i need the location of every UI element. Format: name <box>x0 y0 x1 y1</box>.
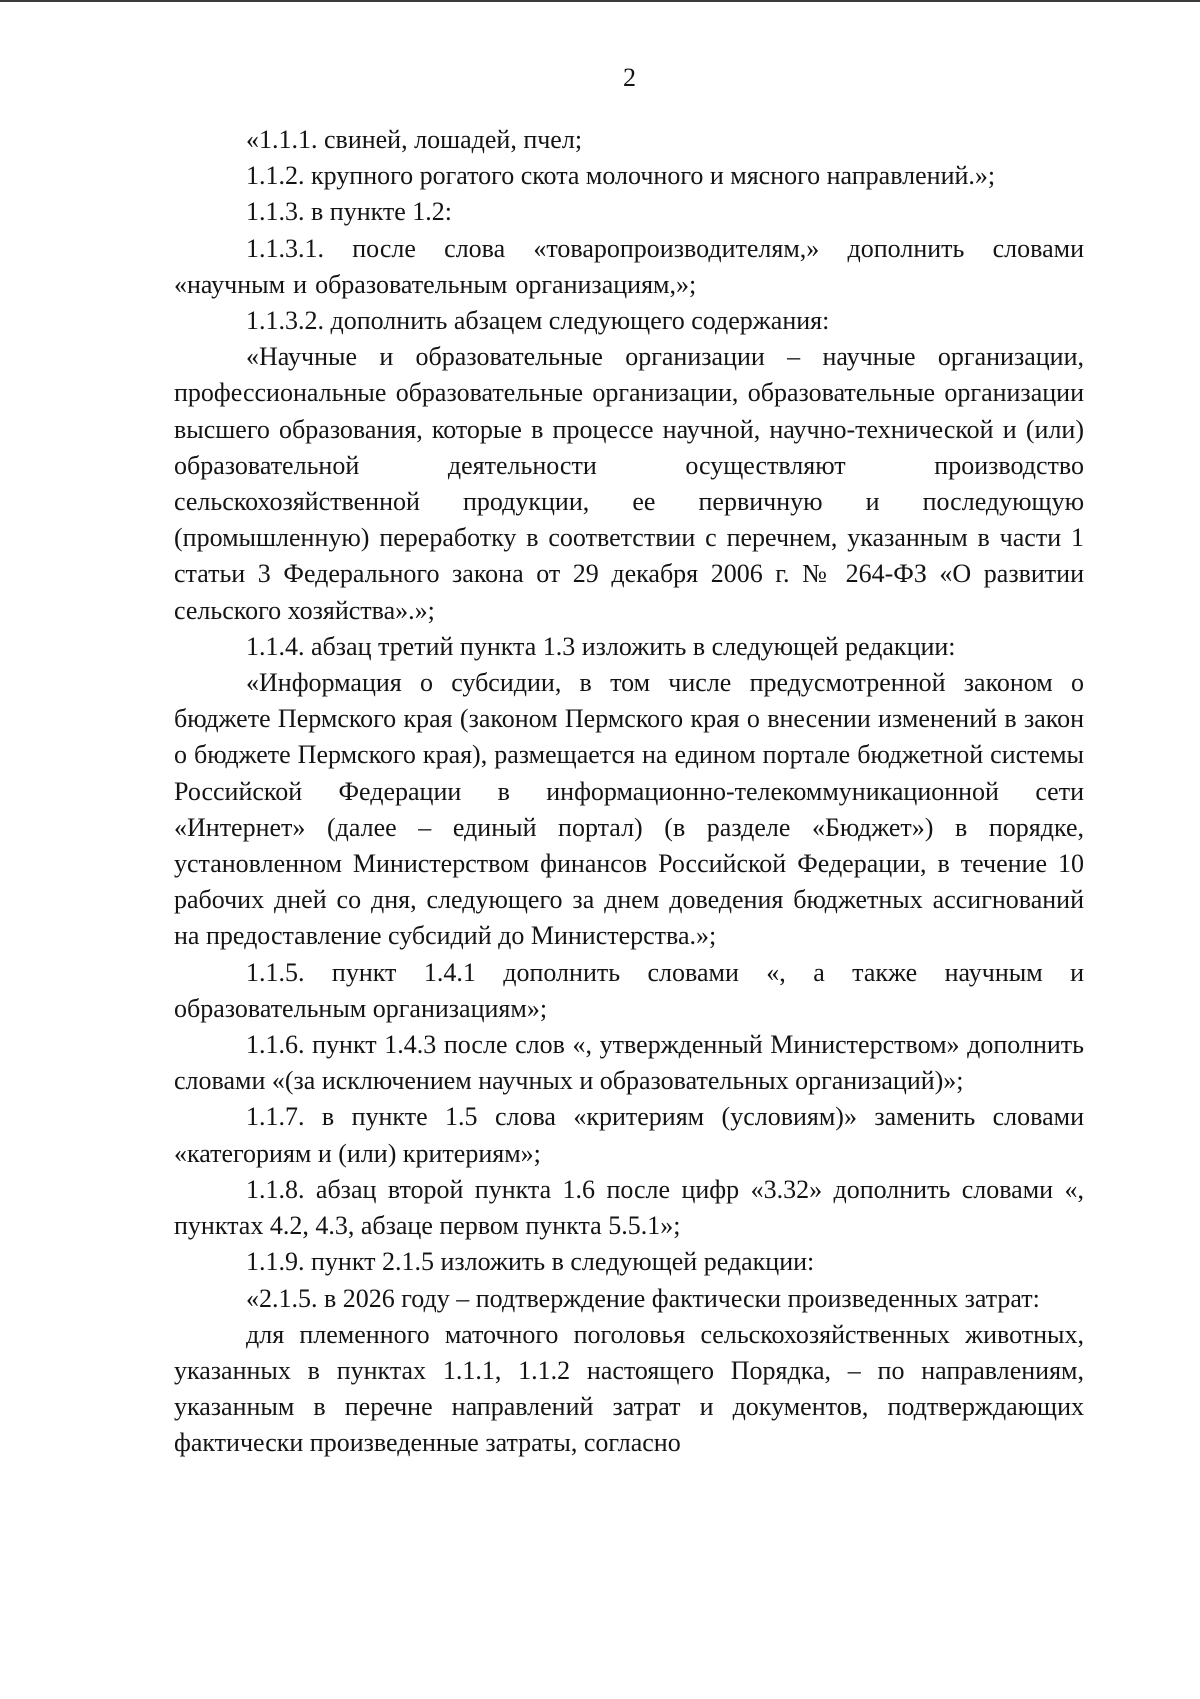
paragraph-subsidy-info: «Информация о субсидии, в том числе предусмотренной законом о бюджете Пермского края (законом Пермского края о внесении изменений в закон о бюджете Пермского края), размещается на едином портале бюджетной системы Российской Федерации в информационно-телекоммуникационной сети «Интернет» (далее – единый портал) (в разделе «Бюджет») в порядке, установленном Министерством финансов Российской Федерации, в течение 10 рабочих дней со дня, следующего за днем доведения бюджетных ассигнований на предоставление субсидий до Министерства.»; <box>174 668 1084 951</box>
paragraph-1-1-9: 1.1.9. пункт 2.1.5 изложить в следующей редакции: <box>246 1247 815 1277</box>
paragraph-1-1-7: 1.1.7. в пункте 1.5 слова «критериям (условиям)» заменить словами «категориям и (или) критериям»; <box>174 1102 1084 1168</box>
paragraph-1-1-3-2: 1.1.3.2. дополнить абзацем следующего содержания: <box>246 306 830 336</box>
document-body <box>174 122 1084 1462</box>
paragraph-1-1-1: «1.1.1. свиней, лошадей, пчел; <box>246 125 583 154</box>
paragraph-2-1-5: «2.1.5. в 2026 году – подтверждение фактически произведенных затрат: <box>246 1283 1040 1313</box>
paragraph-breeding-stock: для племенного маточного поголовья сельскохозяйственных животных, указанных в пунктах 1.1.1, 1.1.2 настоящего Порядка, – по направлениям, указанным в перечне направлений затрат и документов, подтверждающих фактически произведенные затраты, согласно <box>174 1319 1084 1458</box>
paragraph-1-1-6: 1.1.6. пункт 1.4.3 после слов «, утвержденный Министерством» дополнить словами «(за исключением научных и образовательных организаций)»; <box>174 1030 1084 1096</box>
paragraph-1-1-4: 1.1.4. абзац третий пункта 1.3 изложить в следующей редакции: <box>246 631 956 661</box>
paragraph-1-1-8: 1.1.8. абзац второй пункта 1.6 после цифр «3.32» дополнить словами «, пунктах 4.2, 4.3, абзаце первом пункта 5.5.1»; <box>174 1174 1084 1241</box>
page-number: 2 <box>623 63 636 92</box>
paragraph-definition: «Научные и образовательные организации – научные организации, профессиональные образовательные организации, образовательные организации высшего образования, которые в процессе научной, научно-технической и (или) образовательной деятельности осуществляют производство сельскохозяйственной продукции, ее первичную и последующую (промышленную) переработку в соответствии с перечнем, указанным в части 1 статьи 3 Федерального закона от 29 декабря 2006 г. № 264-ФЗ «О развитии сельского хозяйства».»; <box>174 342 1084 625</box>
scan-edge <box>0 0 1200 2</box>
paragraph-1-1-2: 1.1.2. крупного рогатого скота молочного и мясного направлений.»; <box>246 161 996 191</box>
paragraph-1-1-5: 1.1.5. пункт 1.4.1 дополнить словами «, а также научным и образовательным организациям»; <box>174 957 1084 1023</box>
paragraph-1-1-3-1: 1.1.3.1. после слова «товаропроизводителям,» дополнить словами «научным и образовательным организациям,»; <box>174 233 1084 299</box>
paragraph-1-1-3: 1.1.3. в пункте 1.2: <box>246 197 453 227</box>
